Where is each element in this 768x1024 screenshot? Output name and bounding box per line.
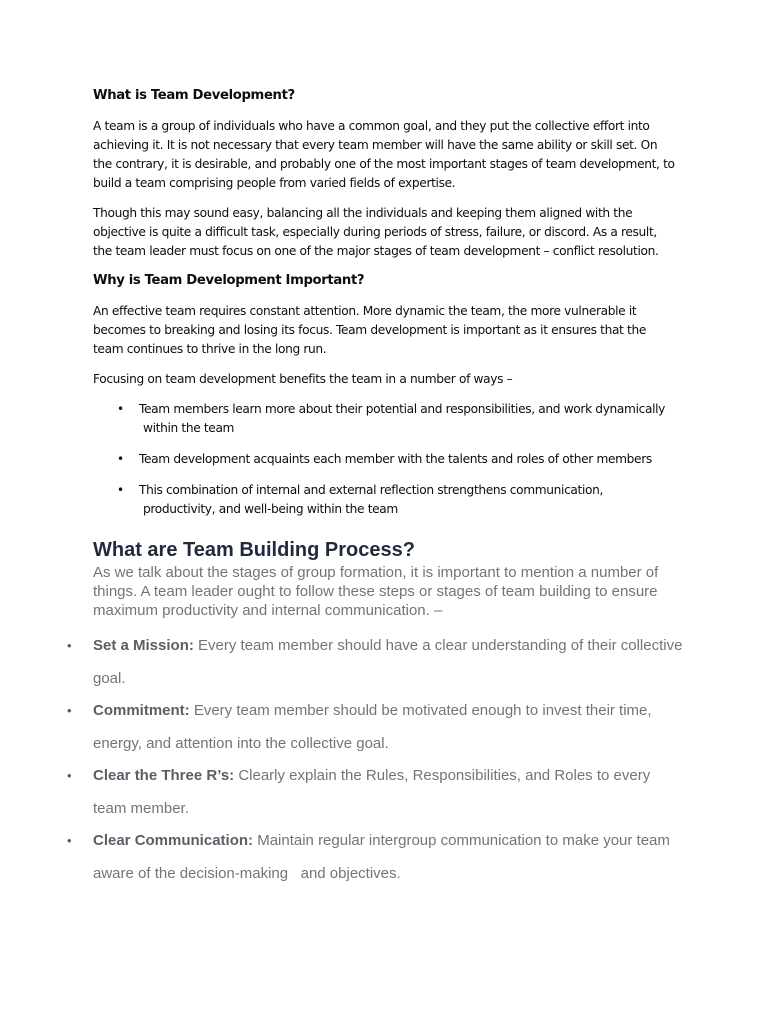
paragraph-benefits-intro: Focusing on team development benefits the team in a number of ways – xyxy=(93,372,513,386)
list-item xyxy=(67,825,683,890)
step-title: Commitment: xyxy=(93,702,190,719)
step-text: Clearly explain the Rules, Responsibilities, and Roles to every team member. xyxy=(93,767,651,817)
heading-what-is-team-development: What is Team Development? xyxy=(93,88,295,103)
paragraph-effective-team: An effective team requires constant attention. More dynamic the team, the more vulnerable it becomes to breaking and losing its focus. Team development is important as it ensures that the team continues to thrive in the long run. xyxy=(93,304,646,356)
team-building-process-section xyxy=(67,538,683,890)
paragraph-team-definition: A team is a group of individuals who have a common goal, and they put the collective effort into achieving it. It is not necessary that every team member will have the same ability or skill set. On the contrary, it is desirable, and probably one of the most important stages of team development, to build a team comprising people from varied fields of expertise. xyxy=(93,119,675,190)
list-item xyxy=(93,481,678,519)
step-text: Every team member should be motivated enough to invest their time, energy, and attention into the collective goal. xyxy=(93,702,652,752)
process-steps-list xyxy=(67,630,683,890)
step-text: Maintain regular intergroup communication to make your team aware of the decision-making and objectives. xyxy=(93,832,675,882)
team-development-section xyxy=(93,87,678,531)
list-item-text: Team development acquaints each member with the talents and roles of other members xyxy=(139,452,652,466)
heading-why-important: Why is Team Development Important? xyxy=(93,273,365,288)
paragraph-process-intro: As we talk about the stages of group formation, it is important to mention a number of things. A team leader ought to follow these steps or stages of team building to ensure maximum productivity and internal communication. – xyxy=(93,564,659,619)
paragraph-balancing: Though this may sound easy, balancing all the individuals and keeping them aligned with the objective is quite a difficult task, especially during periods of stress, failure, or discord. As a result, the team leader must focus on one of the major stages of team development – conflict resolution. xyxy=(93,206,659,258)
list-item xyxy=(67,695,683,760)
bullet-icon: • xyxy=(67,638,72,653)
list-item-text: Team members learn more about their potential and responsibilities, and work dynamically xyxy=(139,402,666,416)
step-text: Every team member should have a clear understanding of their collective goal. xyxy=(93,637,683,687)
list-item xyxy=(93,400,678,438)
bullet-icon: • xyxy=(67,703,72,718)
list-item-text: This combination of internal and external reflection strengthens communication, xyxy=(139,483,604,497)
bullet-icon: • xyxy=(67,833,72,848)
bullet-icon: • xyxy=(117,402,124,416)
list-item-text-continued: productivity, and well-being within the team xyxy=(143,502,398,516)
benefits-list xyxy=(93,400,678,519)
list-item xyxy=(67,760,683,825)
bullet-icon: • xyxy=(67,768,72,783)
list-item xyxy=(67,630,683,695)
list-item xyxy=(93,450,678,469)
bullet-icon: • xyxy=(117,452,124,466)
list-item-text-continued: within the team xyxy=(143,421,235,435)
bullet-icon: • xyxy=(117,483,124,497)
step-title: Set a Mission: xyxy=(93,637,194,654)
step-title: Clear the Three R’s: xyxy=(93,767,235,784)
heading-team-building-process: What are Team Building Process? xyxy=(93,539,415,561)
step-title: Clear Communication: xyxy=(93,832,254,849)
